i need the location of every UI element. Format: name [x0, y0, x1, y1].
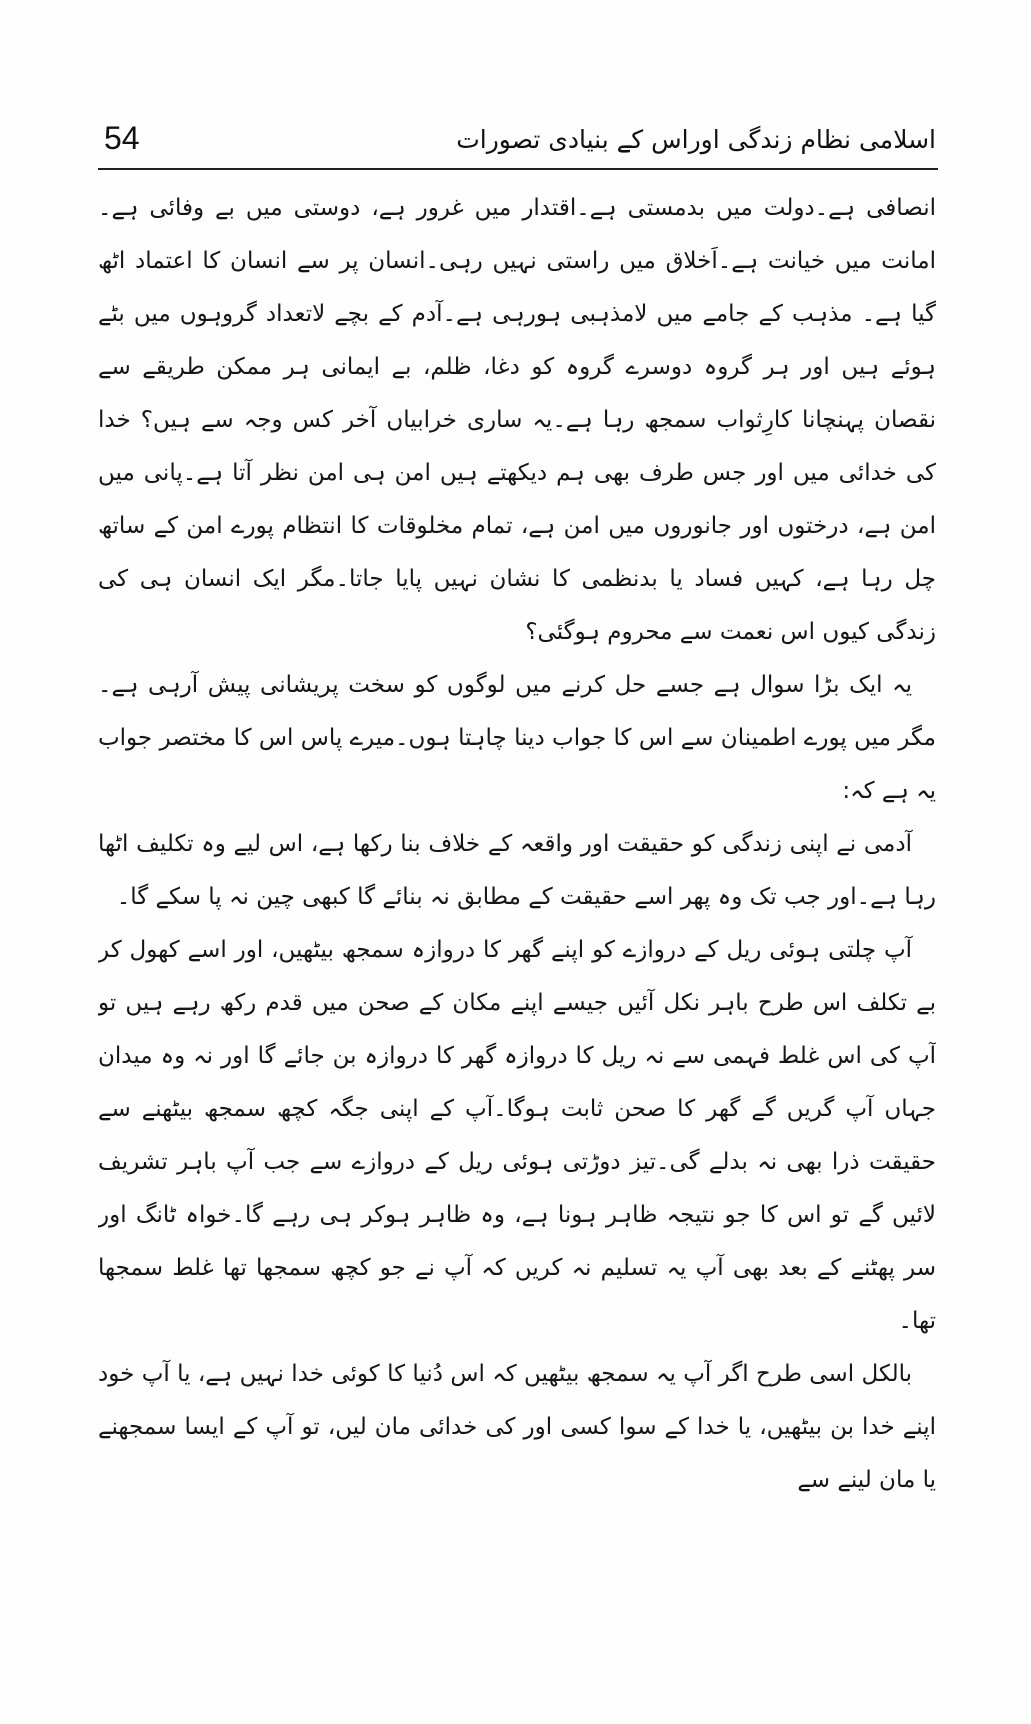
paragraph: یہ ایک بڑا سوال ہے جسے حل کرنے میں لوگوں کو سخت پریشانی پیش آرہی ہے۔مگر میں پورے اطمینان سے اس کا جواب دینا چاہتا ہوں۔میرے پاس اس کا مختصر جواب یہ ہے کہ: [98, 672, 936, 804]
page-number: 54 [104, 120, 140, 156]
paragraph: آدمی نے اپنی زندگی کو حقیقت اور واقعہ کے خلاف بنا رکھا ہے، اس لیے وہ تکلیف اٹھا رہا ہے۔اور جب تک وہ پھر اسے حقیقت کے مطابق نہ بنائے گا کبھی چین نہ پا سکے گا۔ [98, 831, 936, 910]
running-header [98, 112, 936, 170]
paragraph: بالکل اسی طرح اگر آپ یہ سمجھ بیٹھیں کہ اس دُنیا کا کوئی خدا نہیں ہے، یا آپ خود اپنے خدا بن بیٹھیں، یا خدا کے سوا کسی اور کی خدائی مان لیں، تو آپ کے ایسا سمجھنے یا مان لینے سے [98, 1361, 936, 1493]
paragraph: آپ چلتی ہوئی ریل کے دروازے کو اپنے گھر کا دروازہ سمجھ بیٹھیں، اور اسے کھول کر بے تکلف اس طرح باہر نکل آئیں جیسے اپنے مکان کے صحن میں قدم رکھ رہے ہیں تو آپ کی اس غلط فہمی سے نہ ریل کا دروازہ گھر کا دروازہ بن جائے گا اور نہ وہ میدان جہاں آپ گریں گے گھر کا صحن ثابت ہوگا۔آپ کے اپنی جگہ کچھ سمجھ بیٹھنے سے حقیقت ذرا بھی نہ بدلے گی۔تیز دوڑتی ہوئی ریل کے دروازے سے جب آپ باہر تشریف لائیں گے تو اس کا جو نتیجہ ظاہر ہونا ہے، وہ ظاہر ہوکر ہی رہے گا۔خواہ ٹانگ اور سر پھٹنے کے بعد بھی آپ یہ تسلیم نہ کریں کہ آپ نے جو کچھ سمجھا تھا غلط سمجھا تھا۔ [98, 937, 936, 1334]
paragraph: انصافی ہے۔دولت میں بدمستی ہے۔اقتدار میں غرور ہے، دوستی میں بے وفائی ہے۔امانت میں خیانت ہے۔اَخلاق میں راستی نہیں رہی۔انسان پر سے انسان کا اعتماد اٹھ گیا ہے۔ مذہب کے جامے میں لامذہبی ہورہی ہے۔آدم کے بچے لاتعداد گروہوں میں بٹے ہوئے ہیں اور ہر گروہ دوسرے گروہ کو دغا، ظلم، بے ایمانی ہر ممکن طریقے سے نقصان پہنچانا کارِثواب سمجھ رہا ہے۔یہ ساری خرابیاں آخر کس وجہ سے ہیں؟ خدا کی خدائی میں اور جس طرف بھی ہم دیکھتے ہیں امن ہی امن نظر آتا ہے۔پانی میں امن ہے، درختوں اور جانوروں میں امن ہے، تمام مخلوقات کا انتظام پورے امن کے ساتھ چل رہا ہے، کہیں فساد یا بدنظمی کا نشان نہیں پایا جاتا۔مگر ایک انسان ہی کی زندگی کیوں اس نعمت سے محروم ہوگئی؟ [98, 195, 936, 645]
header-rule [98, 168, 938, 170]
book-title: اسلامی نظام زندگی اوراس کے بنیادی تصورات [456, 125, 936, 154]
page-body-text [98, 182, 936, 1522]
